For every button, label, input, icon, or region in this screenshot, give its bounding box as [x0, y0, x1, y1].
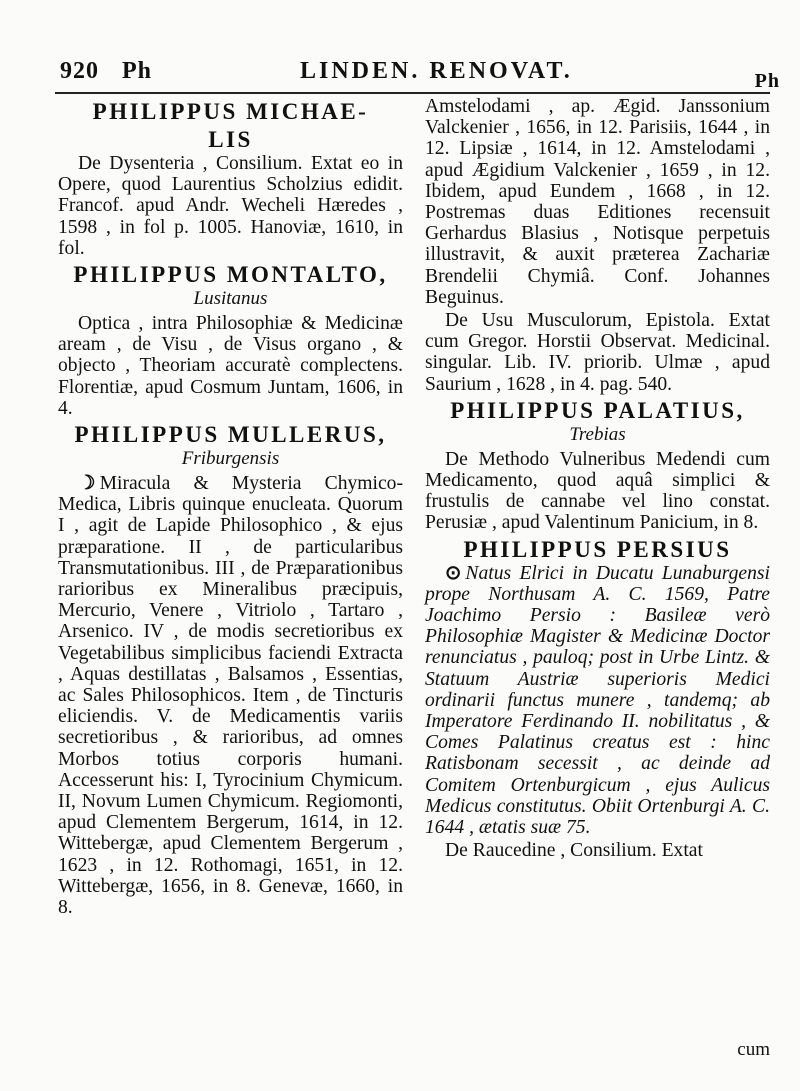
running-head [60, 58, 780, 94]
entry-text: De Raucedine , Consilium. Extat [445, 840, 703, 862]
entry-text: Natus Elrici in Ducatu Lunaburgensi prope Northusam A. C. 1569, Patre Joachimo Persio : Basileæ verò Philosophiæ Magister & Medicinæ Doctor renunciatus , pauloq; post in Urbe Lintz. & Statuum Austriæ superioris Medici ordinarii functus munere , tandemq; ab Imperatore Ferdinando II. nobilitatus , & Comes Palatinus creatus est : hinc Ratisbonam secessit , ac deinde ad Comitem Ortenburgicum , ejus Aulicus Medicus constitutus. Obiit Ortenburgi A. C. 1644 , ætatis suæ 75. [425, 562, 770, 839]
right-column [425, 96, 770, 864]
bibliographic-entry [425, 449, 770, 534]
entry-heading: PHILIPPUS PERSIUS [463, 536, 732, 562]
running-title: LINDEN. RENOVAT. [300, 58, 573, 84]
entry-text: De Methodo Vulneribus Medendi cum Medicamento, quod aquâ simplici & frustulis de cannabe vel lino constat. Perusiæ , apud Valentinum Panicium, in 8. [425, 448, 770, 534]
left-abbrev: Ph [122, 58, 153, 84]
bibliographic-entry [58, 473, 403, 918]
right-abbrev: Ph [754, 70, 780, 92]
entry-text: De Usu Musculorum, Epistola. Extat cum Gregor. Horstii Observat. Medicinal. singular. Lib. IV. priorib. Ulmæ , apud Saurium , 1628 , in 4. pag. 540. [425, 310, 770, 395]
entry-text: Miracula & Mysteria Chymico-Medica, Libris quinque enucleata. Quorum I , agit de Lapide Philosophico , & ejus præparatione. II , de particularibus Transmutationibus. III , de Præparationibus rarioribus ex Mineralibus præcipuis, Mercurio, Venere , Vitriolo , Tartaro , Arsenico. IV , de modis secretioribus ex Vegetabilibus simplicibus faciendi Extracta , Aquas destillatas , Balsamos , Essentias, ac Sales Philosophicos. Item , de Tincturis eliciendis. V. de Medicamentis variis secretioribus , & rarioribus, ad omnes Morbos totius corporis humani. Accesserunt his: I, Tyrocinium Chymicum. II, Novum Lumen Chymicum. Regiomonti, apud Clementem Bergerum, 1614, in 12. Wittebergæ, apud Clementem Bergerum , 1623 , in 12. Rothomagi, 1651, in 12. Wittebergæ, 1656, in 8. Genevæ, 1660, in 8. [58, 473, 403, 919]
page-number: 920 [60, 58, 99, 84]
entry-origin: Friburgensis [181, 448, 280, 470]
bibliographic-entry [58, 153, 403, 259]
entry-text: Amstelodami , ap. Ægid. Janssonium Valckenier , 1656, in 12. Parisiis, 1644 , in 12. Lipsiæ , 1614, in 12. Amstelodami , apud Ægidium Valckenier , 1659 , in 12. Ibidem, apud Eundem , 1668 , in 12. Postremas duas Editiones recensuit Gerhardus Blasius , Notisque perpetuis illustravit, & auxit præterea Zachariæ Brendelii Chymiâ. Conf. Johannes Beguinus. [425, 96, 770, 308]
bibliographic-entry [425, 840, 770, 861]
moon-symbol-icon: ☽ [78, 473, 96, 495]
entry-heading: PHILIPPUS MICHAE- [92, 99, 369, 124]
entry-heading: PHILIPPUS MULLERUS, [74, 422, 387, 448]
bibliographic-entry [58, 313, 403, 419]
bibliographic-entry [425, 310, 770, 395]
biography-paragraph [425, 563, 770, 839]
head-rule [55, 92, 770, 94]
bibliographic-entry [425, 96, 770, 308]
entry-heading: PHILIPPUS PALATIUS, [450, 397, 745, 423]
entry-text: Optica , intra Philosophiæ & Medicinæ aream , de Visu , de Visus organo , & objecto , Theoriam accuratè complectens. Florentiæ, apud Cosmum Juntam, 1606, in 4. [58, 313, 403, 419]
entry-origin: Trebias [569, 423, 626, 445]
sun-symbol-icon: ⊙ [445, 562, 462, 584]
entry-text: De Dysenteria , Consilium. Extat eo in Opere, quod Laurentius Scholzius edidit. Francof. apud Andr. Wecheli Hæredes , 1598 , in fol p. 1005. Hanoviæ, 1610, in fol. [58, 153, 403, 259]
entry-heading: PHILIPPUS MONTALTO, [73, 262, 388, 288]
entry-origin: Lusitanus [193, 288, 268, 310]
left-column [58, 96, 403, 920]
catchword: cum [737, 1039, 770, 1060]
entry-heading: LIS [208, 127, 253, 152]
